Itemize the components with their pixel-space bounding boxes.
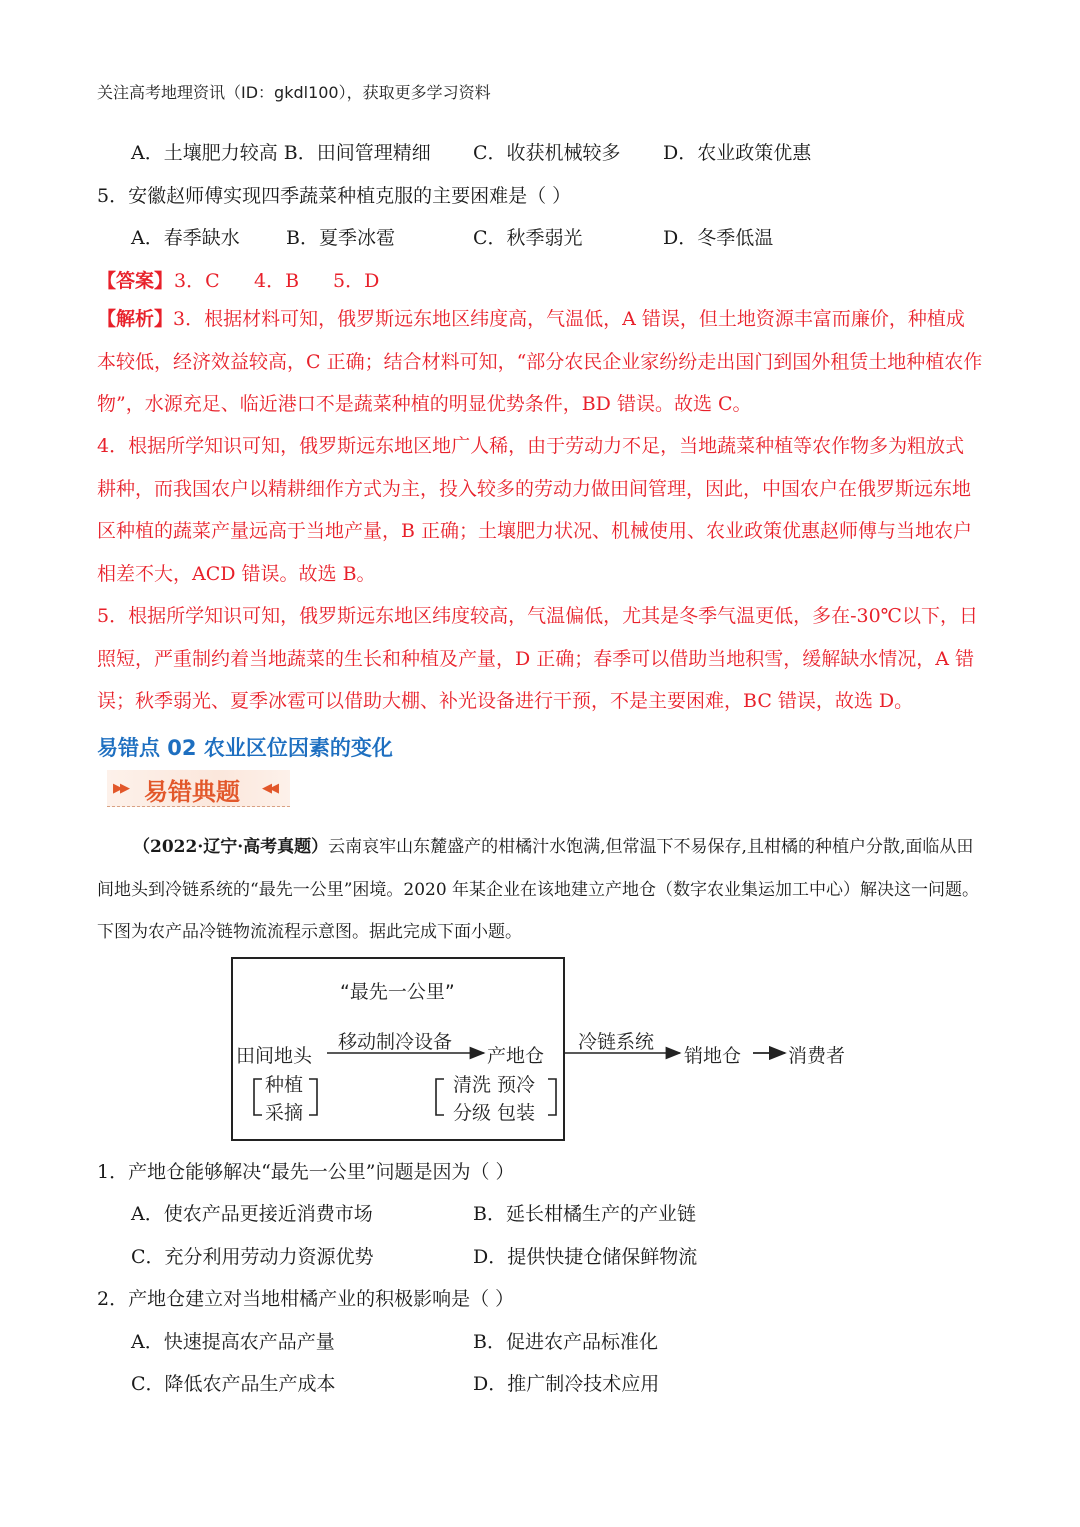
q1-option-a: A．使农产品更接近消费市场	[131, 1203, 373, 1225]
q5-option-c: C．秋季弱光	[473, 227, 583, 249]
diagram-warehouse-sub2: 分级 包装	[453, 1102, 536, 1124]
q5-option-b: B．夏季冰雹	[286, 227, 395, 249]
diagram-field-sub2: 采摘	[265, 1102, 304, 1124]
diagram-consumer: 消费者	[788, 1045, 846, 1067]
q1-option-b: B．延长柑橘生产的产业链	[473, 1203, 696, 1225]
q2-option-c: C．降低农产品生产成本	[131, 1373, 336, 1395]
diagram-bracket-right-2	[548, 1079, 556, 1115]
diagram-field-sub1: 种植	[265, 1074, 304, 1096]
analysis-paragraph-4: 4．根据所学知识可知，俄罗斯远东地区地广人稀，由于劳动力不足，当地蔬菜种植等农作物多为粗放式耕种，而我国农户以精耕细作方式为主，投入较多的劳动力做田间管理，因此，中国农户在俄罗斯远东地区种植的蔬菜产量远高于当地产量，B 正确；土壤肥力状况、机械使用、农业政策优惠赵师傅与当地农户相差不大，ACD 错误。故选 B。	[97, 435, 973, 585]
analysis-paragraph-5: 5．根据所学知识可知，俄罗斯远东地区纬度较高，气温偏低，尤其是冬季气温更低，多在-30℃以下，日照短，严重制约着当地蔬菜的生长和种植及产量，D 正确；春季可以借助当地积雪，缓解缺水情况，A 错误；秋季弱光、夏季冰雹可以借助大棚、补光设备进行干预，不是主要困难，BC 错误，故选 D。	[97, 605, 978, 712]
q5-option-a: A．春季缺水	[131, 227, 240, 249]
diagram-warehouse-sub1: 清洗 预冷	[453, 1074, 536, 1096]
answer-item-5: 5．D	[333, 270, 380, 292]
diagram-arrow1-label: 移动制冷设备	[338, 1031, 453, 1053]
section-title: 易错点 02 农业区位因素的变化	[97, 736, 393, 760]
q2-option-a: A．快速提高农产品产量	[131, 1331, 335, 1353]
diagram-title: “最先一公里”	[340, 981, 455, 1003]
q4-option-a-b: A．土壤肥力较高 B．田间管理精细	[131, 142, 431, 164]
left-arrows-icon: ◀◀	[262, 781, 276, 796]
diagram-arrow2-label: 冷链系统	[578, 1031, 655, 1053]
page-header: 关注高考地理资讯（ID：gkdl100），获取更多学习资料	[97, 83, 491, 102]
q1-stem: 1．产地仓能够解决“最先一公里”问题是因为（ ）	[97, 1161, 515, 1183]
q5-option-d: D．冬季低温	[663, 227, 774, 249]
answer-label: 【答案】	[97, 270, 174, 292]
q4-option-c: C．收获机械较多	[473, 142, 621, 164]
q2-stem: 2．产地仓建立对当地柑橘产业的积极影响是（ ）	[97, 1288, 515, 1310]
diagram-field: 田间地头	[236, 1045, 313, 1067]
answer-item-3: 3．C	[174, 270, 220, 292]
diagram-bracket-left-1	[254, 1079, 262, 1115]
right-arrows-icon: ▶▶	[113, 781, 127, 796]
q4-option-d: D．农业政策优惠	[663, 142, 812, 164]
q2-option-d: D．推广制冷技术应用	[473, 1373, 660, 1395]
diagram-bracket-right-1	[309, 1079, 317, 1115]
diagram-warehouse: 产地仓	[487, 1045, 545, 1067]
analysis-text-3: 3．根据材料可知，俄罗斯远东地区纬度高，气温低，A 错误，但土地资源丰富而廉价，种植成本较低，经济效益较高，C 正确；结合材料可知，“部分农民企业家纷纷走出国门到国外租赁土地种植农作物”，水源充足、临近港口不是蔬菜种植的明显优势条件，BD 错误。故选 C。	[97, 308, 983, 415]
banner-text: 易错典题	[144, 778, 240, 806]
q5-stem: 5．安徽赵师傅实现四季蔬菜种植克服的主要困难是（ ）	[97, 185, 572, 207]
q1-option-d: D．提供快捷仓储保鲜物流	[473, 1246, 698, 1268]
q2-option-b: B．促进农产品标准化	[473, 1331, 658, 1353]
q1-option-c: C．充分利用劳动力资源优势	[131, 1246, 374, 1268]
question-source: （2022·辽宁·高考真题）	[133, 837, 329, 857]
answer-item-4: 4．B	[254, 270, 300, 292]
diagram-sales-warehouse: 销地仓	[684, 1045, 742, 1067]
diagram-bracket-left-2	[436, 1079, 444, 1115]
question-intro-text: 云南哀牢山东麓盛产的柑橘汁水饱满,但常温下不易保存,且柑橘的种植户分散,面临从田间地头到冷链系统的“最先一公里”困境。2020 年某企业在该地建立产地仓（数字农业集运加工中心）解决这一问题。下图为农产品冷链物流流程示意图。据此完成下面小题。	[97, 837, 980, 942]
analysis-label: 【解析】	[97, 308, 174, 330]
